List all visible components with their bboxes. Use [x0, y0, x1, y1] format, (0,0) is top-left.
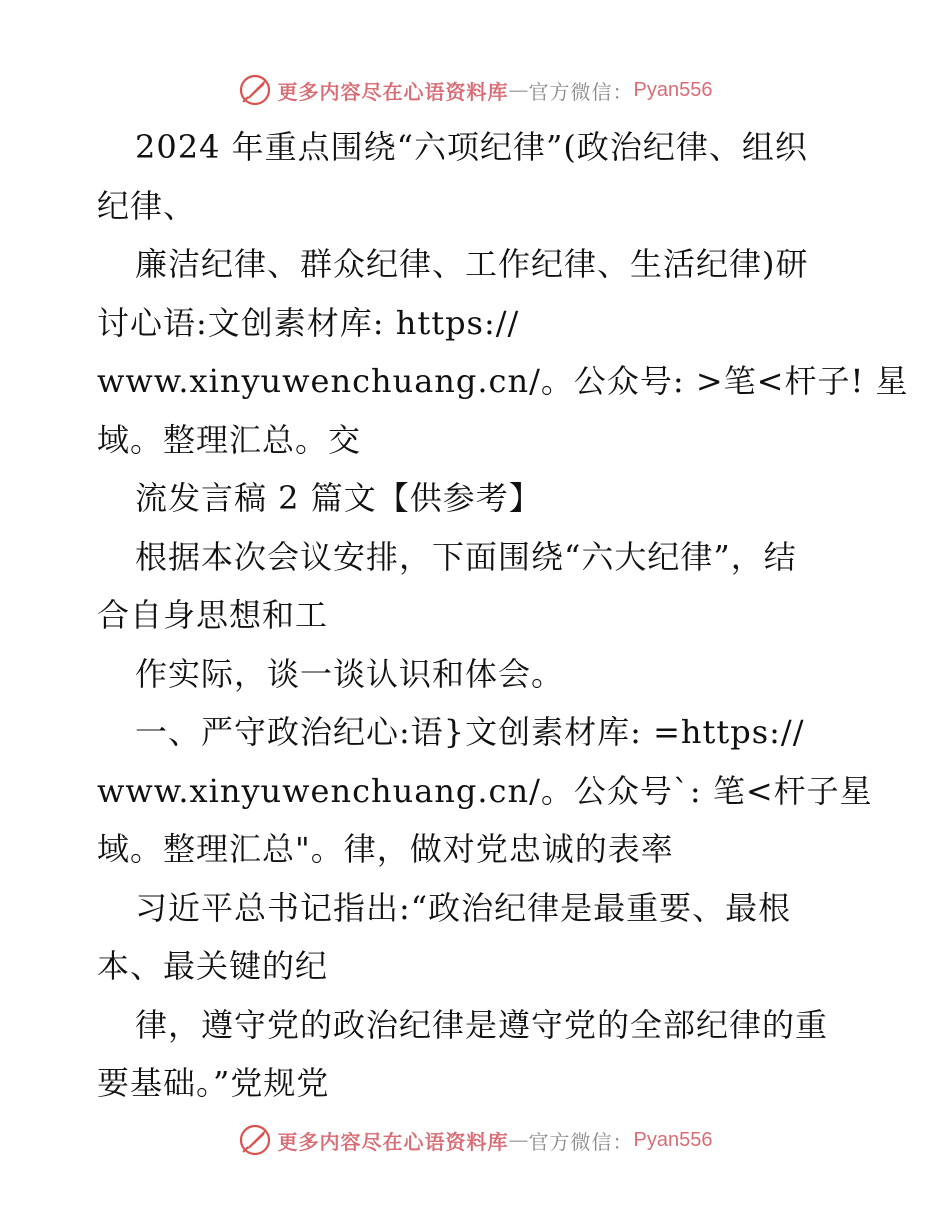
text-line: 要基础。”党规党: [97, 1064, 330, 1102]
quill-logo-icon: [238, 73, 272, 107]
banner-separator: —: [508, 1128, 529, 1152]
text-line: 纪律、: [97, 186, 197, 225]
text-line: 作实际，谈一谈认识和体会。: [135, 654, 565, 693]
text-line: 律，遵守党的政治纪律是遵守党的全部纪律的重: [135, 1005, 829, 1044]
banner-brand-text: 更多内容尽在心语资料库: [277, 79, 509, 104]
text-line: 一、严守政治纪心:语}文创素材库: =https://: [135, 713, 805, 751]
text-line: www.xinyuwenchuang.cn/。公众号`: 笔<杆子星: [97, 771, 873, 810]
text-line: 讨心语:文创素材库: https://: [97, 303, 520, 342]
header-banner: [0, 68, 950, 112]
banner-wechat-label: 官方微信：: [528, 1129, 634, 1154]
text-line: 习近平总书记指出:“政治纪律是最重要、最根: [135, 888, 792, 927]
banner-wechat-id: Pyan556: [633, 78, 713, 101]
document-body: [97, 118, 909, 1113]
text-line: www.xinyuwenchuang.cn/。公众号: >笔<杆子! 星: [97, 362, 909, 400]
text-line: 域。整理汇总"。律，做对党忠诚的表率: [97, 830, 674, 868]
text-line: 根据本次会议安排，下面围绕“六大纪律”，结: [135, 537, 797, 576]
footer-banner: [0, 1118, 950, 1162]
banner-separator: —: [508, 78, 529, 102]
text-line: 合自身思想和工: [97, 596, 329, 634]
quill-logo-icon: [238, 1123, 272, 1157]
text-line: 2024 年重点围绕“六项纪律”(政治纪律、组织: [135, 128, 808, 166]
banner-wechat-label: 官方微信：: [528, 79, 634, 104]
text-line: 域。整理汇总。交: [97, 420, 362, 459]
text-line: 廉洁纪律、群众纪律、工作纪律、生活纪律)研: [135, 245, 809, 283]
banner-wechat-id: Pyan556: [633, 1128, 713, 1151]
banner-brand-text: 更多内容尽在心语资料库: [277, 1129, 509, 1154]
text-line: 流发言稿 2 篇文【供参考】: [135, 479, 542, 517]
text-line: 本、最关键的纪: [97, 947, 329, 985]
